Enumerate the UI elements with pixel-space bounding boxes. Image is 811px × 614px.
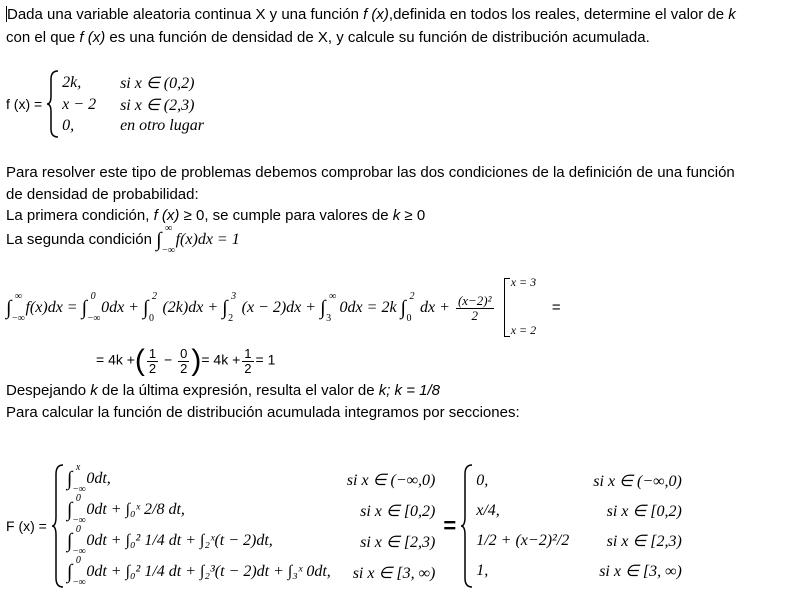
text: f (x) [79, 29, 106, 46]
para-line-2: de densidad de probabilidad: [6, 186, 199, 203]
Fx-right-case-2: x/4, [476, 502, 500, 519]
equals-sign: = [551, 298, 561, 316]
Fx-definition [6, 464, 682, 588]
integral-sign: ∫ 3 2 [222, 290, 237, 324]
Fx-right-case-1: 0, [476, 472, 489, 489]
text: Despejando [6, 382, 91, 399]
text: = 4k + [201, 351, 241, 368]
integral-sign: ∫ 0 −∞ [66, 524, 86, 557]
numerator: 0 [180, 345, 188, 361]
text: f (x) [363, 6, 389, 23]
text: k; k = 1/8 [378, 382, 441, 399]
text: con el que [6, 29, 80, 46]
integral-sign: ∫ 0 −∞ [66, 493, 86, 526]
math-text: dx + [420, 298, 454, 316]
intro-line-2 [6, 29, 650, 46]
numerator: 1 [148, 345, 157, 361]
denominator: 2 [180, 360, 188, 376]
equation-2 [96, 344, 275, 378]
fx-case-1-expr: 2k, [62, 74, 82, 91]
right-paren: ) [191, 344, 202, 377]
denominator: 2 [148, 360, 157, 376]
math-text: 0dx = 2k [339, 298, 401, 316]
Fx-left-cond-2: si x ∈ [0,2) [360, 502, 436, 520]
text: k [90, 382, 98, 399]
Fx-left-case-4 [66, 555, 331, 588]
text: ≥ 0 [400, 207, 426, 224]
Fx-left-cases [66, 462, 436, 588]
text: − [164, 351, 173, 368]
math-text: (2k)dx + [162, 298, 223, 316]
integral-sign: ∫ ∞ −∞ [6, 290, 25, 324]
Fx-right-case-4: 1, [476, 562, 489, 579]
Fx-left-case-1 [66, 462, 331, 495]
Fx-right-cond-4: si x ∈ [3, ∞) [599, 563, 682, 580]
Fx-left-cond-3: si x ∈ [2,3) [360, 533, 436, 551]
integral-sign: ∫ 0 −∞ [81, 290, 101, 324]
text: f (x) [153, 207, 180, 224]
text: es una función de densidad de X, y calcule su función de distribución acumulada. [105, 29, 650, 46]
math-text: (x − 2)dx + [241, 298, 321, 316]
math-text: 0dt + ∫₀ˣ 2/8 dt, [86, 501, 185, 518]
integral-sign: ∫ ∞ −∞ [156, 223, 175, 256]
para-line-4 [6, 223, 240, 256]
fraction [456, 294, 494, 323]
math-text: f(x)dx = 1 [175, 231, 240, 248]
upper-limit: x = 3 [510, 275, 537, 289]
result-line [6, 382, 440, 399]
fx-definition [6, 70, 204, 138]
text: La segunda condición [6, 231, 157, 248]
Fx-left-cond-1: si x ∈ (−∞,0) [346, 471, 436, 489]
numerator: 1 [244, 345, 252, 361]
text: de la última expresión, resulta el valor de [97, 382, 379, 399]
Fx-right-cond-3: si x ∈ [2,3) [606, 533, 682, 550]
math-text: 0dx + [101, 298, 143, 316]
integral-sign: ∫ x −∞ [66, 462, 86, 495]
math-text: 0dt + ∫₀² 1/4 dt + ∫₂ˣ(t − 2)dt, [86, 532, 273, 549]
Fx-right-cases [476, 471, 682, 581]
fraction [242, 347, 253, 376]
text: k [392, 207, 401, 224]
equation-1 [6, 275, 561, 338]
text: La primera condición, [6, 207, 154, 224]
fx-cases [62, 73, 204, 135]
math-text: f(x)dx = [25, 298, 82, 316]
numerator: (x−2)² [457, 292, 492, 308]
denominator: 2 [471, 307, 478, 323]
text: ,definida en todos los reales, determine el valor de [388, 6, 729, 23]
fraction [147, 347, 158, 376]
Fx-left-case-2 [66, 493, 331, 526]
fx-label: f (x) = [6, 96, 43, 112]
left-paren: ( [134, 344, 145, 377]
fx-case-1-cond: si x ∈ (0,2) [120, 75, 195, 92]
denominator: 2 [244, 360, 252, 376]
integral-sign: ∫ 0 −∞ [66, 555, 86, 588]
text: ≥ 0, se cumple para valores de [179, 207, 393, 224]
Fx-left-cond-4: si x ∈ [3, ∞) [352, 564, 436, 582]
fx-case-3-cond: en otro lugar [120, 117, 204, 134]
Fx-right-cond-2: si x ∈ [0,2) [606, 503, 682, 520]
integral-sign: ∫ ∞ 3 [320, 290, 337, 324]
Fx-right-case-3: 1/2 + (x−2)²/2 [476, 532, 570, 549]
text: Dada una variable aleatoria continua X y una función [7, 6, 364, 23]
integral-sign: ∫ 2 0 [142, 290, 157, 324]
text: = 1 [255, 351, 276, 368]
left-brace [46, 70, 58, 138]
Fx-right-cond-1: si x ∈ (−∞,0) [593, 473, 682, 490]
Fx-left-case-3 [66, 524, 331, 557]
math-text: 0dt + ∫₀² 1/4 dt + ∫₂³(t − 2)dt + ∫₃ˣ 0dt, [86, 563, 331, 580]
integral-sign: ∫ 2 0 [400, 290, 415, 324]
bracket-line [504, 278, 510, 337]
lower-limit: x = 2 [510, 323, 537, 337]
left-brace [460, 464, 472, 588]
text: = 4k + [96, 351, 135, 368]
equals-sign: = [443, 513, 457, 538]
sections-line: Para calcular la función de distribución acumulada integramos por secciones: [6, 404, 520, 421]
intro-line-1 [6, 6, 736, 23]
left-brace [51, 464, 63, 588]
para-line-1: Para resolver este tipo de problemas debemos comprobar las dos condiciones de la definición de una función [6, 164, 735, 181]
fx-case-2-expr: x − 2 [62, 96, 97, 113]
para-line-3 [6, 207, 425, 224]
Fx-label: F (x) = [6, 518, 47, 534]
fx-case-2-cond: si x ∈ (2,3) [120, 97, 195, 114]
fx-case-3-expr: 0, [62, 117, 75, 134]
evaluation-bracket [504, 275, 548, 338]
fraction [178, 347, 189, 376]
math-text: 0dt, [86, 470, 111, 487]
text: k [728, 6, 736, 23]
